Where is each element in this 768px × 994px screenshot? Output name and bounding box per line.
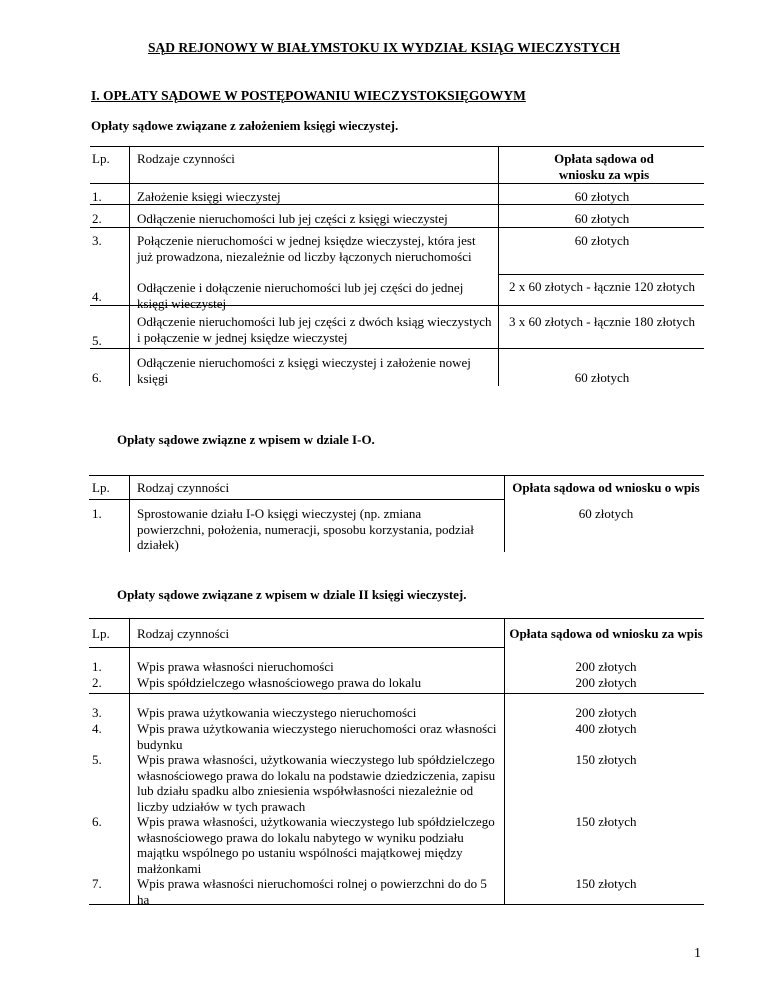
table-row-fee: 200 złotych (575, 659, 637, 674)
table-row-desc: Wpis spółdzielczego własnościowego prawa do lokalu (137, 675, 422, 690)
table-row-fee: 150 złotych (575, 876, 637, 891)
table3-header-fee: Opłata sądowa od wniosku za wpis (509, 626, 703, 641)
table1-header-desc: Rodzaje czynności (137, 151, 235, 166)
table-row-lp: 1. (92, 506, 102, 521)
table3-caption: Opłaty sądowe związane z wpisem w dziale II księgi wieczystej. (117, 587, 467, 602)
table-row-desc: Odłączenie nieruchomości lub jej części z dwóch ksiąg wieczystych i połączenie w jednej księdze wieczystej (137, 314, 492, 345)
table-row-desc: Wpis prawa własności nieruchomości (137, 659, 334, 674)
table-row-fee: 150 złotych (575, 814, 637, 829)
table-row-lp: 7. (92, 876, 102, 891)
table-row-desc: Wpis prawa własności nieruchomości rolnej o powierzchni do do 5 ha (137, 876, 487, 907)
table-row-lp: 5. (92, 333, 102, 348)
table-row-desc: Wpis prawa własności, użytkowania wieczystego lub spółdzielczego własnościowego prawa do lokalu nabytego w wyniku podziału majątku wspólnego po ustaniu wspólności majątkowej między małżonkami (137, 814, 495, 876)
section-title: I. OPŁATY SĄDOWE W POSTĘPOWANIU WIECZYSTOKSIĘGOWYM (91, 88, 526, 103)
table1-caption: Opłaty sądowe związane z założeniem księgi wieczystej. (91, 118, 399, 133)
table1-header-lp: Lp. (92, 151, 110, 166)
table-row-lp: 4. (92, 721, 102, 736)
table-row-lp: 2. (92, 211, 102, 226)
table2-header-lp: Lp. (92, 480, 110, 495)
table3-header-lp: Lp. (92, 626, 110, 641)
table-row-lp: 4. (92, 289, 102, 304)
table-row-lp: 6. (92, 370, 102, 385)
table-row-desc: Sprostowanie działu I-O księgi wieczystej (np. zmiana powierzchni, położenia, numeracji, sposobu korzystania, podział działek) (137, 506, 474, 552)
table2-caption: Opłaty sądowe związne z wpisem w dziale I-O. (117, 432, 375, 447)
table3-header-desc: Rodzaj czynności (137, 626, 230, 641)
table-row-fee: 3 x 60 złotych - łącznie 180 złotych (509, 314, 695, 329)
table1-header-fee: Opłata sądowa od wniosku za wpis (554, 151, 654, 182)
table-row-fee: 2 x 60 złotych - łącznie 120 złotych (509, 279, 695, 294)
table-row-desc: Odłączenie i dołączenie nieruchomości lub jej części do jednej księgi wieczystej (137, 280, 464, 311)
table-row-lp: 3. (92, 233, 102, 248)
table-row-fee: 200 złotych (575, 705, 637, 720)
table-row-fee: 60 złotych (574, 370, 630, 385)
page-number: 1 (694, 946, 701, 961)
table-row-desc: Odłączenie nieruchomości lub jej części z księgi wieczystej (137, 211, 448, 226)
table-row-desc: Odłączenie nieruchomości z księgi wieczystej i założenie nowej księgi (137, 355, 471, 386)
table-row-fee: 60 złotych (574, 233, 630, 248)
table2-header-desc: Rodzaj czynności (137, 480, 230, 495)
table2-header-fee: Opłata sądowa od wniosku o wpis (512, 480, 700, 495)
table-row-desc: Wpis prawa użytkowania wieczystego nieruchomości (137, 705, 417, 720)
table-row-desc: Założenie księgi wieczystej (137, 189, 281, 204)
table-row-fee: 60 złotych (574, 211, 630, 226)
table-row-fee: 60 złotych (574, 189, 630, 204)
table-row-lp: 2. (92, 675, 102, 690)
table-row-lp: 1. (92, 659, 102, 674)
table-row-lp: 5. (92, 752, 102, 767)
table-row-desc: Połączenie nieruchomości w jednej księdze wieczystej, która jest już prowadzona, niezależnie od liczby łączonych nieruchomości (137, 233, 476, 264)
table-row-fee: 200 złotych (575, 675, 637, 690)
table-row-lp: 6. (92, 814, 102, 829)
table-row-desc: Wpis prawa użytkowania wieczystego nieruchomości oraz własności budynku (137, 721, 497, 752)
table-row-fee: 150 złotych (575, 752, 637, 767)
table-row-fee: 400 złotych (575, 721, 637, 736)
table-row-lp: 1. (92, 189, 102, 204)
table-row-lp: 3. (92, 705, 102, 720)
table-row-desc: Wpis prawa własności, użytkowania wieczystego lub spółdzielczego własnościowego prawa do lokalu na podstawie dziedziczenia, zapisu lub działu spadku albo zniesienia współwłasności niezależnie od liczby udziałów w tych prawach (137, 752, 496, 814)
page-title: SĄD REJONOWY W BIAŁYMSTOKU IX WYDZIAŁ KSIĄG WIECZYSTYCH (148, 40, 620, 55)
table-row-fee: 60 złotych (578, 506, 634, 521)
